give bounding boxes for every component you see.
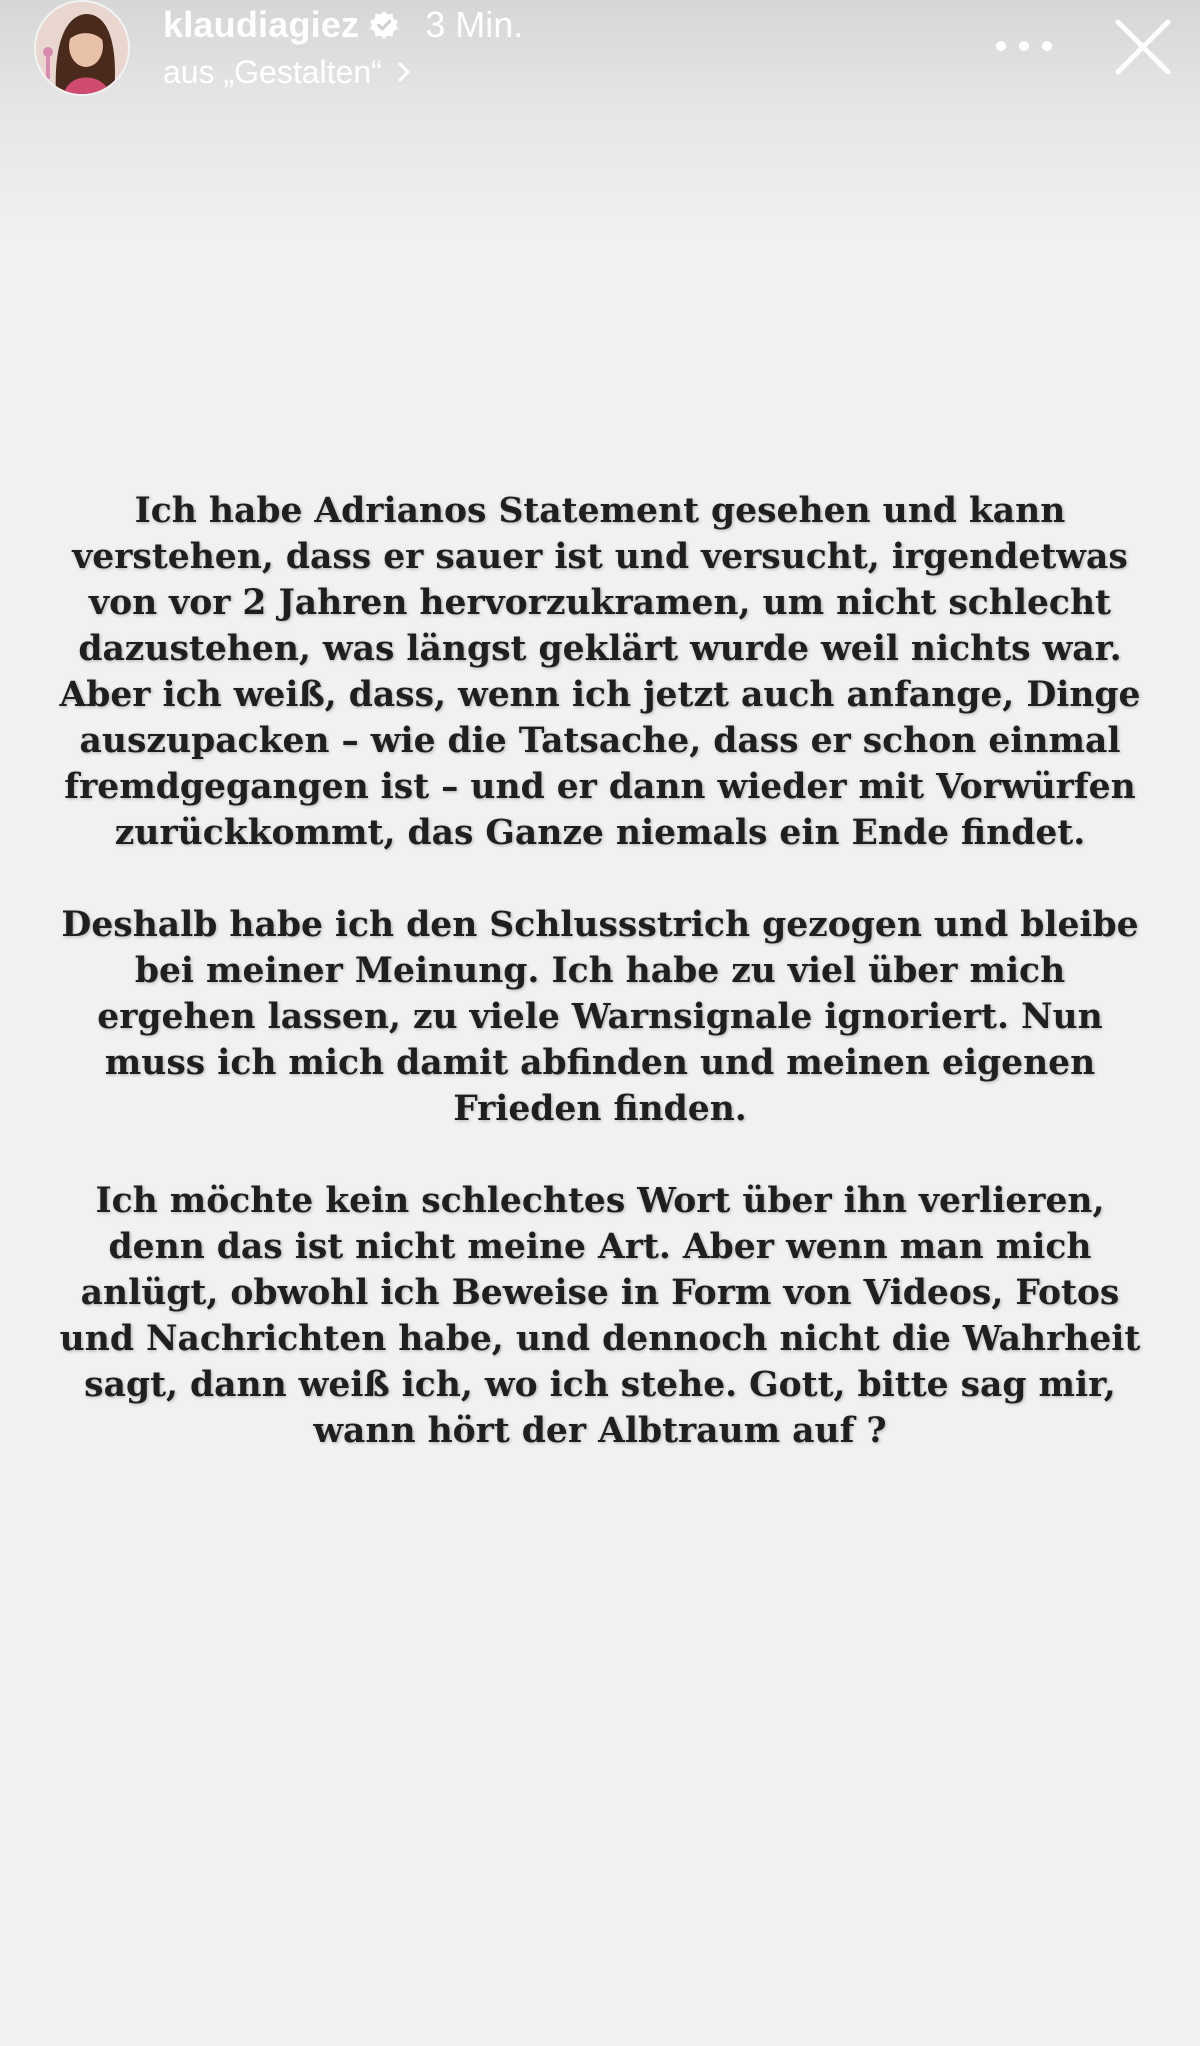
story-paragraph-1: Ich habe Adrianos Statement gesehen und kann verstehen, dass er sauer ist und versucht, irgendetwas von vor 2 Jahren hervorzukramen, um nicht schlecht dazustehen, was längst geklärt wurde weil nichts war. Aber ich weiß, dass, wenn ich jetzt auch anfange, Dinge auszupacken – wie die Tatsache, dass er schon einmal fremdgegangen ist – und er dann wieder mit Vorwürfen zurückkommt, das Ganze niemals ein Ende findet. xyxy=(59,491,1141,853)
source-label: aus „Gestalten“ xyxy=(163,53,382,90)
more-dots-icon[interactable] xyxy=(996,28,1052,64)
verified-badge-icon xyxy=(369,10,399,40)
avatar[interactable] xyxy=(36,2,128,94)
username[interactable]: klaudiagiez xyxy=(163,4,360,45)
timestamp: 3 Min. xyxy=(425,4,524,45)
user-row xyxy=(163,2,523,48)
story-text xyxy=(50,488,1150,1454)
story-header xyxy=(0,0,1200,110)
close-icon[interactable] xyxy=(1110,14,1176,80)
source-link[interactable] xyxy=(163,52,412,92)
story-paragraph-2: Deshalb habe ich den Schlussstrich gezogen und bleibe bei meiner Meinung. Ich habe zu viel über mich ergehen lassen, zu viele Warnsignale ignoriert. Nun muss ich mich damit abfinden und meinen eigenen Frieden finden. xyxy=(61,905,1139,1129)
chevron-right-icon xyxy=(396,61,412,83)
story-paragraph-3: Ich möchte kein schlechtes Wort über ihn verlieren, denn das ist nicht meine Art. Aber wenn man mich anlügt, obwohl ich Beweise in Form von Videos, Fotos und Nachrichten habe, und dennoch nicht die Wahrheit sagt, dann weiß ich, wo ich stehe. Gott, bitte sag mir, wann hört der Albtraum auf ? xyxy=(59,1181,1141,1451)
